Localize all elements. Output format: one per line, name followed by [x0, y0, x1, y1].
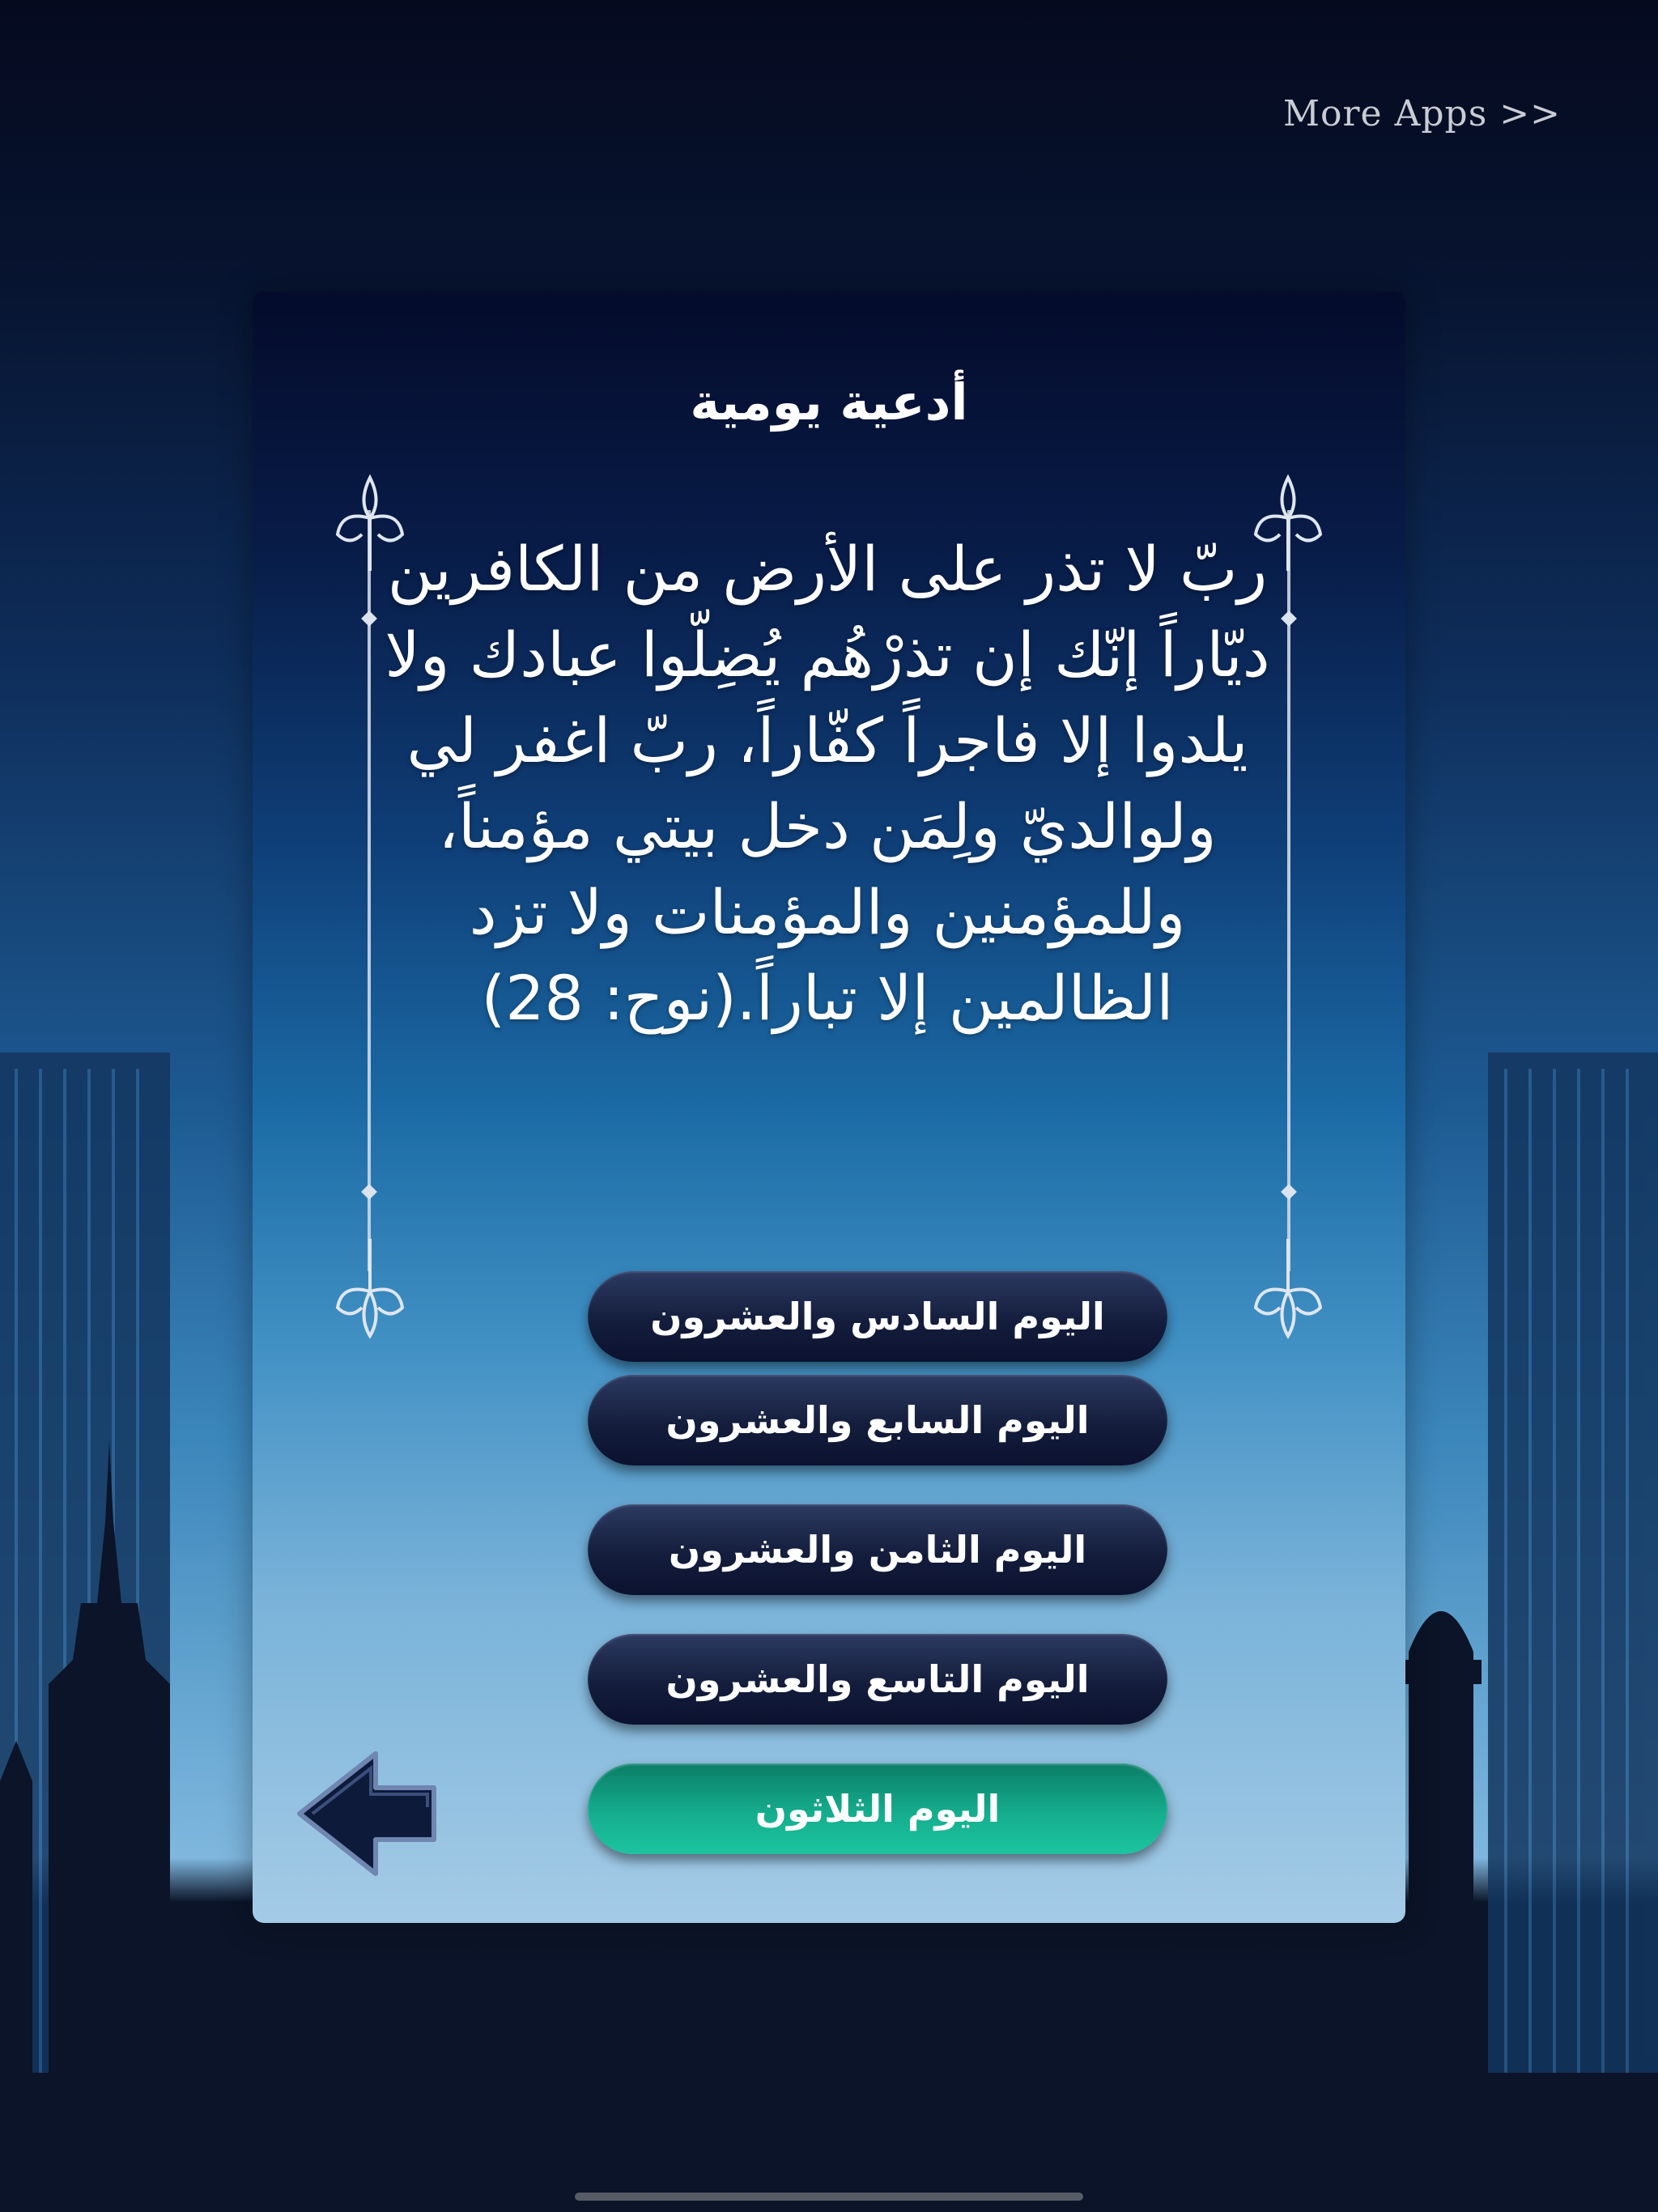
page-title: أدعية يومية	[690, 372, 968, 432]
day-button[interactable]: اليوم السادس والعشرون	[588, 1271, 1167, 1362]
ornament-icon	[1244, 1235, 1333, 1340]
right-column	[1472, 1053, 1658, 2212]
day-button[interactable]: اليوم السابع والعشرون	[588, 1375, 1167, 1465]
dua-panel	[253, 291, 1405, 1923]
day-button[interactable]: اليوم الثامن والعشرون	[588, 1504, 1167, 1595]
frame-diamond	[1281, 610, 1297, 627]
dua-text: ربّ لا تذر على الأرض من الكافرين ديّاراً إنّك إن تذرْهُم يُضِلّوا عبادك ولا يلدوا إلا فاجراً كفّاراً، ربّ اغفر لي ولوالديّ ولِمَن دخل بيتي مؤمناً، وللمؤمنين والمؤمنات ولا تزد الظالمين إلا تباراً.(نوح: 28)	[385, 533, 1270, 1034]
frame-diamond	[361, 1184, 377, 1200]
day-button-selected[interactable]: اليوم الثلاثون	[588, 1763, 1167, 1854]
days-list[interactable]	[580, 1295, 1171, 1895]
back-arrow-icon[interactable]	[295, 1749, 440, 1878]
frame-diamond	[361, 610, 377, 627]
more-apps-link[interactable]: More Apps >>	[1282, 93, 1561, 134]
home-indicator	[575, 2193, 1083, 2201]
ornament-icon	[325, 1235, 414, 1340]
frame-diamond	[1281, 1184, 1297, 1200]
day-button[interactable]: اليوم التاسع والعشرون	[588, 1634, 1167, 1725]
